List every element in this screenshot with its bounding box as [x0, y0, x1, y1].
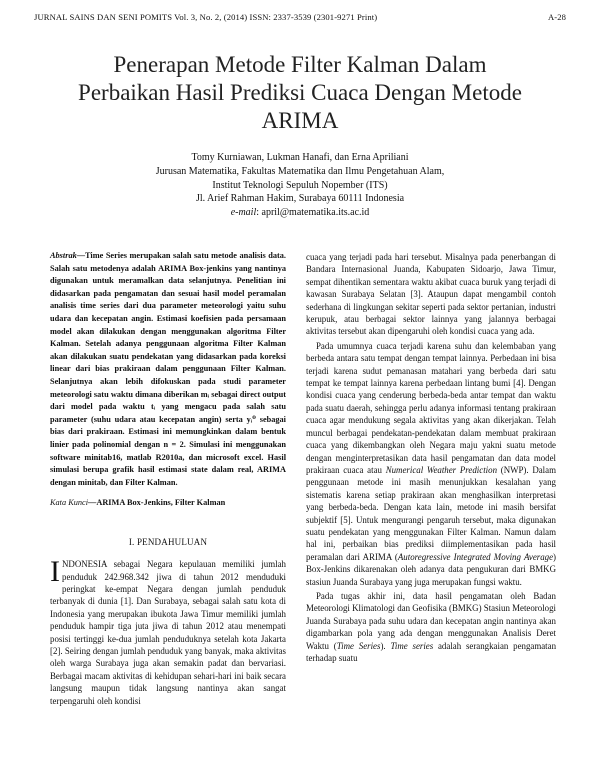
- abstract: [50, 250, 286, 489]
- intro-paragraph: [50, 555, 286, 707]
- paragraph-3: [306, 590, 556, 664]
- journal-header: [34, 12, 566, 22]
- author-names: Tomy Kurniawan, Lukman Hanafi, dan Erna Apriliani: [191, 152, 409, 163]
- paragraph-3-text: Pada tugas akhir ini, data hasil pengamatan oleh Badan Meteorologi Klimatologi dan Geofisika (BMKG) Stasiun Meteorologi Juanda Surabaya pada suhu udara dan kecepatan angin nantinya akan digambarkan pola yang ada dengan menggunakan Analisis Deret Waktu (: [306, 590, 556, 651]
- paragraph-2-end: ) Box-Jenkins dikarenakan oleh adanya data pengukuran dari BMKG stasiun Juanda Surabaya yang juga merupakan fungsi waktu.: [306, 551, 556, 587]
- title-line-2: Perbaikan Hasil Prediksi Cuaca Dengan Metode: [78, 80, 522, 105]
- abstract-label: Abstrak: [50, 251, 77, 260]
- title-line-3: ARIMA: [261, 108, 339, 133]
- paragraph-1: cuaca yang terjadi pada hari tersebut. Misalnya pada penerbangan di Bandara Internasional Juanda, Kabupaten Sidoarjo, Jawa Timur, sempat dihentikan sementara waktu akibat cuaca buruk yang terjadi di kawasan Surabaya Selatan [3]. Ataupun dapat mengambil contoh sederhana di lingkungan sekitar seperti pada sektor pertanian, industri kerupuk, atau berbagai sektor lainnya yang jalannya berbagai aktivitas tersebut akan dipengaruhi oleh kondisi cuaca yang ada.: [306, 252, 556, 337]
- email-address: : april@matematika.its.ac.id: [256, 207, 370, 219]
- journal-citation: JURNAL SAINS DAN SENI POMITS Vol. 3, No. 2, (2014) ISSN: 2337-3539 (2301-9271 Print): [34, 12, 378, 22]
- author-email: [60, 206, 540, 220]
- arima-term: Autoregressive Integrated Moving Average: [397, 551, 554, 562]
- time-series-term-2: Time series: [390, 640, 434, 651]
- paragraph-2: [306, 340, 556, 588]
- right-column: [306, 251, 556, 666]
- title-line-1: Penerapan Metode Filter Kalman Dalam: [113, 52, 487, 77]
- intro-text: NDONESIA sebagai Negara kepulauan memiliki jumlah penduduk 242.968.342 jiwa di tahun 2012 menduduki peringkat ke-empat Negara dengan jumlah penduduk terbanyak di dunia [1]. Dan Surabaya, sebagai salah satu kota di Indonesia yang merupakan ibukota Jawa Timur memiliki jumlah penduduk hampir tiga juta jiwa di tahun 2012 atau menempati posisi tertinggi ke-dua jumlah penduduknya setelah kota Jakarta [2]. Seiring dengan jumlah penduduk yang banyak, maka aktivitas oleh warga Surabaya juga akan semakin padat dan bervariasi. Berbagai macam aktivitas di kehidupan sehari-hari ini baik secara langsung maupun tidak langsung nantinya akan sangat terpengaruhi oleh kondisi: [50, 559, 286, 706]
- time-series-term: Time Series: [336, 640, 381, 651]
- author-department: Jurusan Matematika, Fakultas Matematika dan Ilmu Pengetahuan Alam,: [155, 165, 445, 177]
- email-label: e-mail: [230, 207, 257, 219]
- author-institution: Institut Teknologi Sepuluh Nopember (ITS): [212, 179, 388, 191]
- paragraph-3-end: adalah serangkaian pengamatan terhadap suatu: [306, 640, 557, 663]
- paragraph-2-cont: (NWP). Dalam penggunaan metode ini masih menunjukkan kesalahan yang sistematis karena setiap prakiraan akan menghasilkan interpretasi yang berbeda-beda. Dengan kata lain, metode ini masih bersifat subjektif [5]. Untuk mengurangi pengaruh tersebut, maka digunakan suatu pendekatan yang menggunakan Filter Kalman. Namun dalam hal ini, perbaikan bias prediksi diimplementasikan pada hasil peramalan dari ARIMA (: [306, 464, 556, 562]
- section-heading: I. PENDAHULUAN: [128, 536, 208, 547]
- keywords-text: —ARIMA Box-Jenkins, Filter Kalman: [88, 498, 226, 508]
- paragraph-2-text: Pada umumnya cuaca terjadi karena suhu dan kelembaban yang berbeda antara satu tempat dengan tempat lainnya. Perbedaan ini bisa terjadi karena sudut pemanasan matahari yang berbeda dari satu tempat ke tempat lainnya karena perbedaan lintang bumi [4]. Dengan kondisi cuaca yang cenderung berbeda-beda antar tempat dan waktu pada suatu daerah, sehingga perlu adanya informasi tentang prakiraan cuaca agar mendukung segala aktivitas yang akan dikerjakan. Telah muncul berbagai pendekatan-pendekatan dalam membuat prakiraan cuaca yang dikembangkan oleh Negara maju yakni suatu metode dengan menginterpretasikan data hasil pengamatan dan data model prakiraan cuaca atau: [306, 340, 556, 475]
- left-column: [50, 250, 286, 709]
- paragraph-3-cont: ).: [380, 640, 391, 651]
- drop-cap: I: [50, 555, 60, 589]
- nwp-term: Numerical Weather Prediction: [385, 464, 498, 475]
- page-number: A-28: [547, 12, 566, 22]
- author-address: Jl. Arief Rahman Hakim, Surabaya 60111 Indonesia: [195, 193, 405, 205]
- keywords-label: Kata Kunci: [50, 498, 89, 508]
- abstract-text: —Time Series merupakan salah satu metode analisis data. Salah satu metodenya adalah ARIMA Box-jenkins yang nantinya digunakan untuk meramalkan data selanjutnya. Penelitian ini didasarkan pada pengamatan dan sesuai hasil model peramalan analisis time series dari dua parameter meteorologi yaitu suhu udara dan kecepatan angin. Estimasi koefisien pada persamaan model akan dilakukan dengan menggunakan algoritma Filter Kalman. Setelah adanya penggunaan algoritma Filter Kalman akan dilakukan suatu pendekatan yang didasarkan pada koreksi linear dari bias prakiraan dalam penggunaan Filter Kalman. Selanjutnya akan lebih difokuskan pada studi parameter meteorologi satu waktu dimana diberikan mᵢ sebagai direct output dari model pada waktu tᵢ yang mengacu pada salah satu parameter (suhu udara atau kecepatan angin) serta yᵢ⁰ sebagai bias dari prakiraan. Estimasi ini memungkinkan dalam bentuk linier pada polinomial dengan n = 2. Simulasi ini menggunakan software minitab16, matlab R2010a, dan microsoft excel. Hasil simulasi berupa grafik hasil estimasi state dalam real, ARIMA dengan minitab, dan Filter Kalman.: [50, 251, 286, 487]
- author-block: [60, 151, 540, 220]
- keywords: [50, 497, 286, 509]
- paper-title: [40, 51, 560, 135]
